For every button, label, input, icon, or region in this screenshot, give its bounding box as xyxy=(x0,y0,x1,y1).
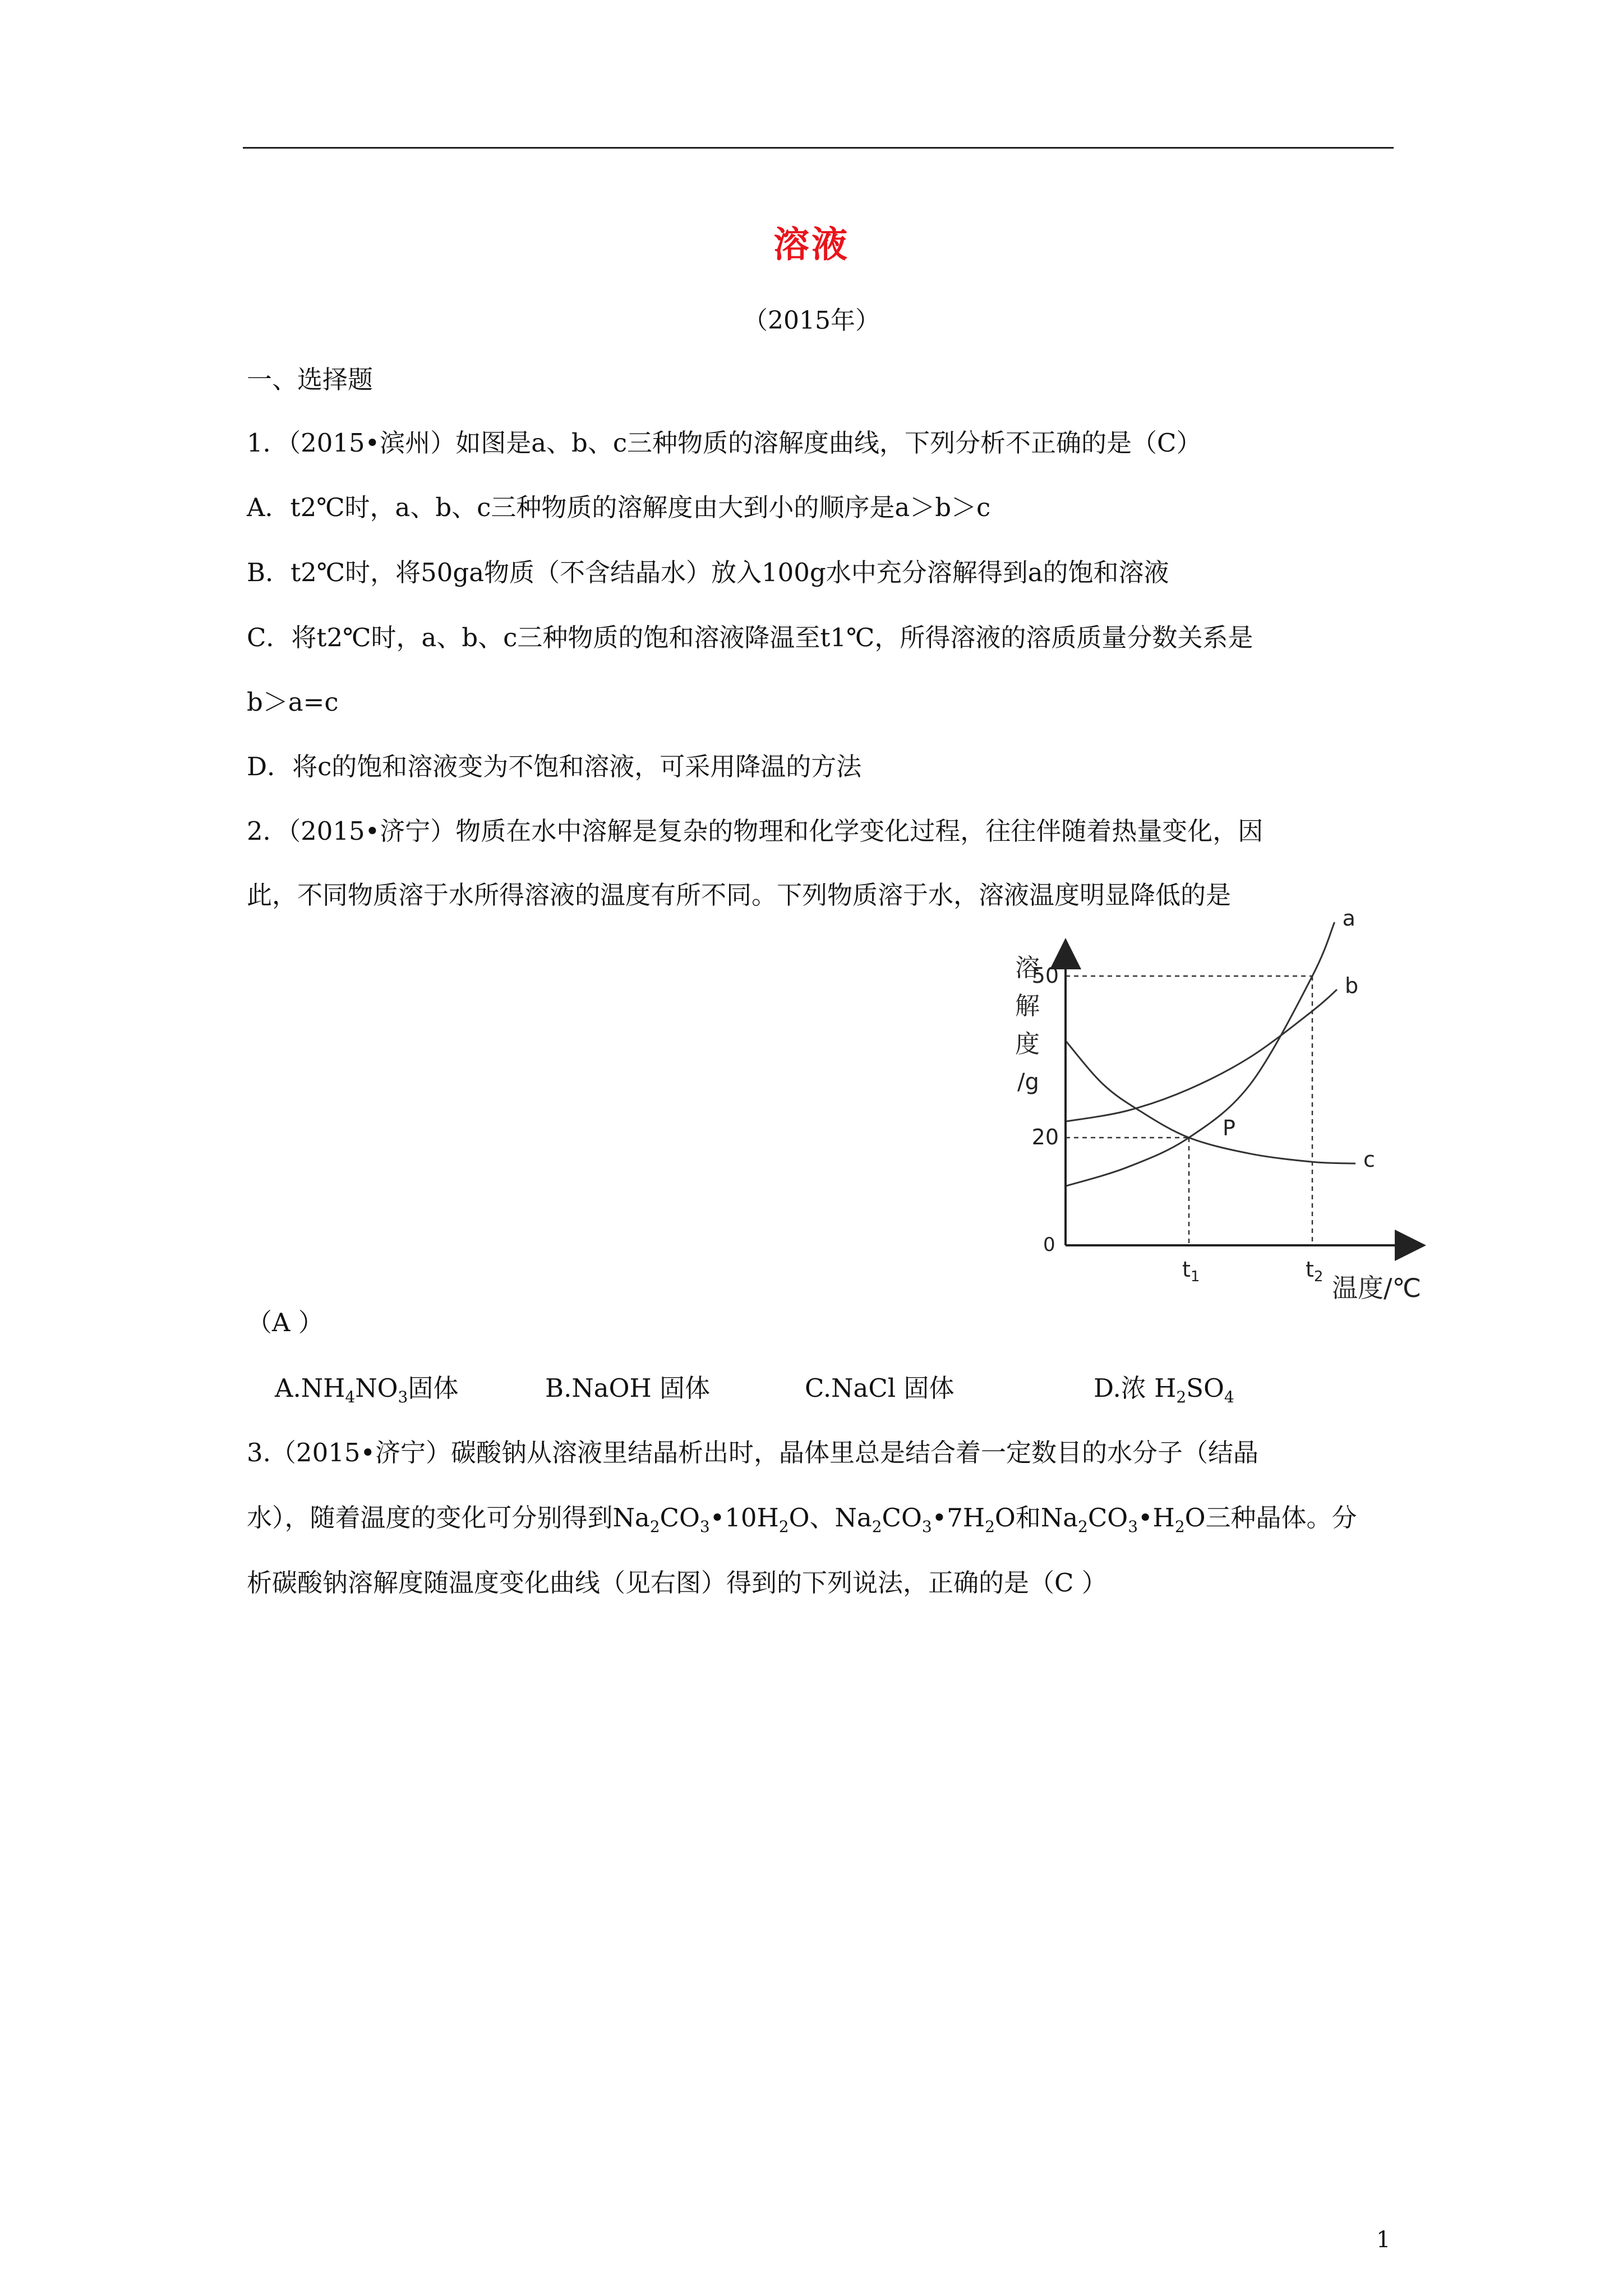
q3-stem-line3: 析碳酸钠溶解度随温度变化曲线（见右图）得到的下列说法，正确的是（C ） xyxy=(247,1568,1107,1598)
year-subtitle: （2015年） xyxy=(743,306,880,335)
section-heading: 一、选择题 xyxy=(247,365,374,394)
q2-option-d: D.浓 $H_2SO_4$ xyxy=(1094,1373,1234,1406)
q3-stem-line1: 3.（2015•济宁）碳酸钠从溶液里结晶析出时，晶体里总是结合着一定数目的水分子（结晶 xyxy=(247,1438,1259,1467)
q2-answer: （A ） xyxy=(247,1308,324,1337)
point-p-label: P xyxy=(1223,1116,1235,1140)
q2-stem-line2: 此，不同物质溶于水所得溶液的温度有所不同。下列物质溶于水，溶液温度明显降低的是 xyxy=(247,880,1232,910)
y-label-char-4: /g xyxy=(1017,1069,1039,1095)
q1-stem: 1．（2015•滨州）如图是a、b、c三种物质的溶解度曲线，下列分析不正确的是（C） xyxy=(247,428,1202,458)
q3-stem-line2: 水），随着温度的变化可分别得到$Na_2CO_3•10H_2O$、$Na_2CO_3•7H_2O$和$Na_2CO_3•H_2O$三种晶体。分 xyxy=(247,1503,1357,1536)
y-tick-label: 20 xyxy=(1031,1125,1059,1149)
series-a-label: a xyxy=(1342,906,1355,931)
page-title: 溶液 xyxy=(773,224,850,266)
y-label-char-1: 溶 xyxy=(1015,954,1040,982)
x-axis-label: 温度/℃ xyxy=(1332,1273,1422,1303)
series-c-label: c xyxy=(1363,1147,1375,1172)
q1-option-c-line1: C．将t2℃时，a、b、c三种物质的饱和溶液降温至t1℃，所得溶液的溶质质量分数关系是 xyxy=(247,623,1253,652)
page-number: 1 xyxy=(1376,2227,1391,2253)
x-tick-label: $t_2$ xyxy=(1306,1257,1324,1285)
q2-option-a: $A.NH_4NO_3$固体 xyxy=(275,1373,459,1406)
solubility-chart xyxy=(1015,906,1436,1307)
series-b-label: b xyxy=(1345,973,1359,998)
q1-option-d: D．将c的饱和溶液变为不饱和溶液，可采用降温的方法 xyxy=(247,752,862,781)
y-tick-label: 50 xyxy=(1031,963,1059,988)
series-a-line xyxy=(1066,922,1335,1186)
series-b-line xyxy=(1066,990,1337,1121)
origin-label: 0 xyxy=(1043,1234,1055,1256)
q1-option-b: B．t2℃时，将50ga物质（不含结晶水）放入100g水中充分溶解得到a的饱和溶液 xyxy=(247,558,1169,587)
x-tick-label: $t_1$ xyxy=(1182,1257,1200,1285)
q2-stem-line1: 2．（2015•济宁）物质在水中溶解是复杂的物理和化学变化过程，往往伴随着热量变化，因 xyxy=(247,816,1264,846)
y-label-char-3: 度 xyxy=(1015,1030,1040,1059)
q2-option-c: C.NaCl 固体 xyxy=(805,1373,955,1403)
q2-option-b: B.NaOH 固体 xyxy=(545,1373,711,1403)
q1-option-c-line2: b＞a=c xyxy=(247,687,339,717)
q1-option-a: A．t2℃时，a、b、c三种物质的溶解度由大到小的顺序是a＞b＞c xyxy=(247,493,991,522)
header-rule xyxy=(243,147,1394,149)
y-label-char-2: 解 xyxy=(1015,992,1040,1020)
